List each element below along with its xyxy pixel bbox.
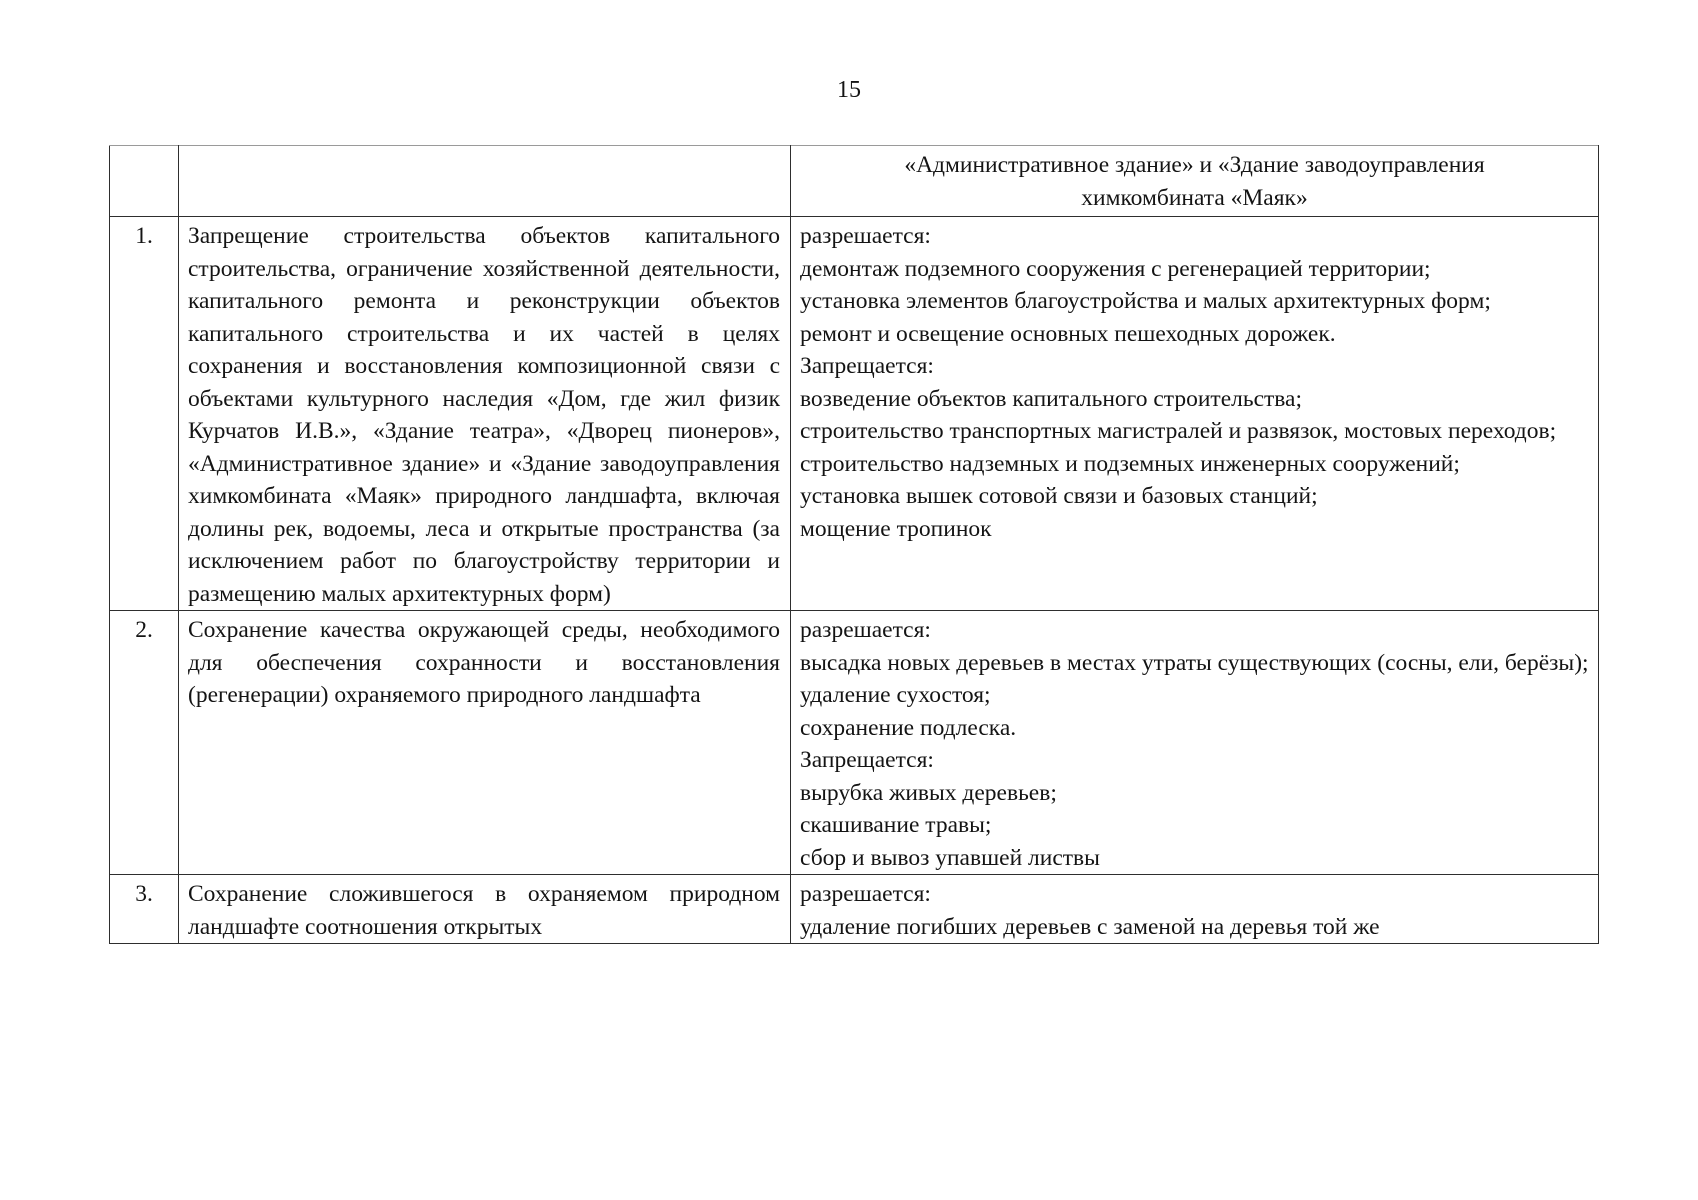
rule-line: установка вышек сотовой связи и базовых станций; — [800, 483, 1318, 509]
rule-line: вырубка живых деревьев; — [800, 779, 1057, 806]
row-number: 2. — [110, 611, 179, 875]
table-row — [110, 875, 1599, 944]
rule-line: Запрещается: — [800, 353, 934, 379]
rule-line: возведение объектов капитального строительства; — [800, 385, 1303, 412]
requirement-text: Сохранение сложившегося в охраняемом природном ландшафте соотношения открытых — [188, 881, 780, 940]
rule-line: удаление погибших деревьев с заменой на деревья той же — [800, 913, 1380, 940]
rule-line: сохранение подлеска. — [800, 714, 1017, 741]
rules-cell — [791, 217, 1599, 611]
rule-line: скашивание травы; — [800, 812, 992, 838]
rule-line: разрешается: — [800, 881, 931, 907]
page-number: 15 — [837, 77, 861, 103]
rule-line: разрешается: — [800, 617, 931, 643]
row-number: 1. — [110, 217, 179, 611]
requirement-cell — [179, 875, 791, 944]
rule-line: демонтаж подземного сооружения с регенерацией территории; — [800, 255, 1431, 282]
row-number: 3. — [110, 875, 179, 944]
requirement-cell — [179, 611, 791, 875]
requirement-cell — [179, 217, 791, 611]
rule-line: ремонт и освещение основных пешеходных дорожек. — [800, 320, 1336, 347]
requirement-text: Запрещение строительства объектов капитального строительства, ограничение хозяйственной деятельности, капитального ремонта и реконструкции объектов капитального строительства и их частей в целях сохранения и восстановления композиционной связи с объектами культурного наследия «Дом, где жил физик Курчатов И.В.», «Здание театра», «Дворец пионеров», «Административное здание» и «Здание заводоуправления химкомбината «Маяк» природного ландшафта, включая долины рек, водоемы, леса и открытые пространства (за исключением работ по благоустройству территории и размещению малых архитектурных форм) — [188, 223, 780, 607]
rule-line: высадка новых деревьев в местах утраты существующих (сосны, ели, берёзы); — [800, 649, 1589, 676]
rule-line: строительство транспортных магистралей и развязок, мостовых переходов; — [800, 418, 1557, 444]
rule-line: установка элементов благоустройства и малых архитектурных форм; — [800, 288, 1491, 314]
rule-line: Запрещается: — [800, 747, 934, 773]
regulations-table — [109, 145, 1599, 944]
rule-line: сбор и вывоз упавшей листвы — [800, 844, 1100, 871]
table-header-row — [110, 146, 1599, 217]
requirement-text: Сохранение качества окружающей среды, необходимого для обеспечения сохранности и восстановления (регенерации) охраняемого природного ландшафта — [188, 617, 780, 708]
table-row — [110, 611, 1599, 875]
rule-line: мощение тропинок — [800, 515, 992, 542]
table-row — [110, 217, 1599, 611]
rules-cell — [791, 611, 1599, 875]
rules-cell — [791, 875, 1599, 944]
rule-line: удаление сухостоя; — [800, 682, 991, 708]
header-requirement-cell — [179, 146, 791, 217]
header-num-cell — [110, 146, 179, 217]
rule-line: строительство надземных и подземных инженерных сооружений; — [800, 450, 1460, 477]
rule-line: разрешается: — [800, 223, 931, 249]
header-object-cell: «Административное здание» и «Здание заводоуправления химкомбината «Маяк» — [791, 146, 1599, 217]
